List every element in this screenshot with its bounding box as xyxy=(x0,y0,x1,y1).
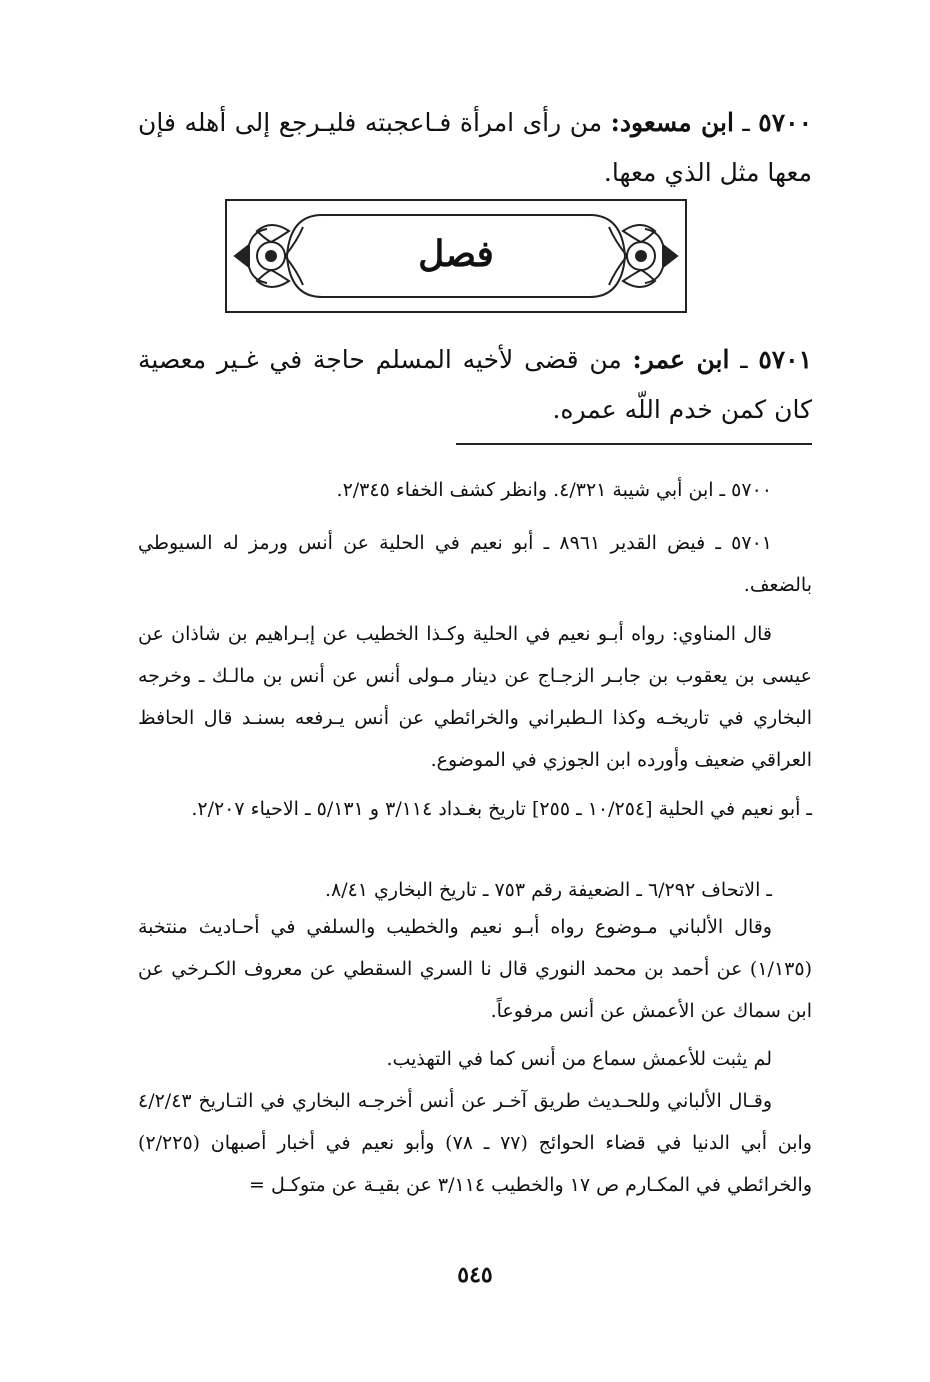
footnote-5700: ٥٧٠٠ ـ ابن أبي شيبة ٤/٣٢١. وانظر كشف الخفاء ٢/٣٤٥. xyxy=(336,479,772,501)
page-number: ٥٤٥ xyxy=(457,1262,493,1288)
footnote-albani-1: وقال الألباني مـوضوع رواه أبـو نعيم والخطيب والسلفي في أحـاديث منتخبة (١/١٣٥) عن أحمد بن محمد النوري قال نا السري السقطي عن معروف الكـرخي عن ابن سماك عن الأعمش عن أنس مرفوعاً. xyxy=(138,916,812,1022)
footnote-tahdhib: لم يثبت للأعمش سماع من أنس كما في التهذيب. xyxy=(386,1048,772,1070)
footnote-5701: ٥٧٠١ ـ فيض القدير ٨٩٦١ ـ أبو نعيم في الحلية عن أنس ورمز له السيوطي بالضعف. xyxy=(138,532,812,596)
hadith-entry-5701 xyxy=(138,335,812,435)
hadith-entry-5700 xyxy=(138,98,812,198)
footnote-references-1: ـ أبو نعيم في الحلية [١٠/٢٥٤ ـ ٢٥٥] تاريخ بغـداد ٣/١١٤ و ٥/١٣١ ـ الاحياء ٢/٢٠٧. xyxy=(191,798,812,820)
hadith-dash: ـ xyxy=(733,108,759,137)
hadith-text: من قضى لأخيه المسلم حاجة في غـير معصية كان كمن خدم اللّه عمره. xyxy=(138,345,812,424)
hadith-number: ٥٧٠١ xyxy=(758,345,813,374)
hadith-narrator: ابن عمر: xyxy=(632,345,730,374)
hadith-dash: ـ xyxy=(729,345,759,374)
section-heading: فصل xyxy=(418,233,494,275)
book-page xyxy=(138,0,812,1382)
hadith-number: ٥٧٠٠ xyxy=(758,108,813,137)
footnote-albani-2: وقـال الألباني وللحـديث طريق آخـر عن أنس أخرجـه البخاري في التـاريخ ٤/٢/٤٣ وابن أبي الدنيا في قضاء الحوائج (٧٧ ـ ٧٨) وأبو نعيم في أخبار أصبهان (٢/٢٢٥) والخرائطي في المكـارم ص ١٧ والخطيب ٣/١١٤ عن بقيـة عن متوكـل = xyxy=(138,1090,812,1196)
footnote-separator xyxy=(456,443,812,445)
section-heading-frame xyxy=(225,199,687,313)
hadith-narrator: ابن مسعود: xyxy=(610,108,734,137)
footnote-munawi: قال المناوي: رواه أبـو نعيم في الحلية وكـذا الخطيب عن إبـراهيم بن شاذان عن عيسى بن يعقوب بن جابـر الزجـاج عن دينار مـولى أنس عن أنس بن مالـك ـ وخرجه البخاري في تاريخـه وكذا الـطبراني والخرائطي عن أنس يـرفعه بسنـد قال الحافظ العراقي ضعيف وأورده ابن الجوزي في الموضوع. xyxy=(138,623,812,771)
footnote-references-2: ـ الاتحاف ٦/٢٩٢ ـ الضعيفة رقم ٧٥٣ ـ تاريخ البخاري ٨/٤١. xyxy=(324,879,772,901)
hadith-text: من رأى امرأة فـاعجبته فليـرجع إلى أهله فإن معها مثل الذي معها. xyxy=(138,108,812,187)
